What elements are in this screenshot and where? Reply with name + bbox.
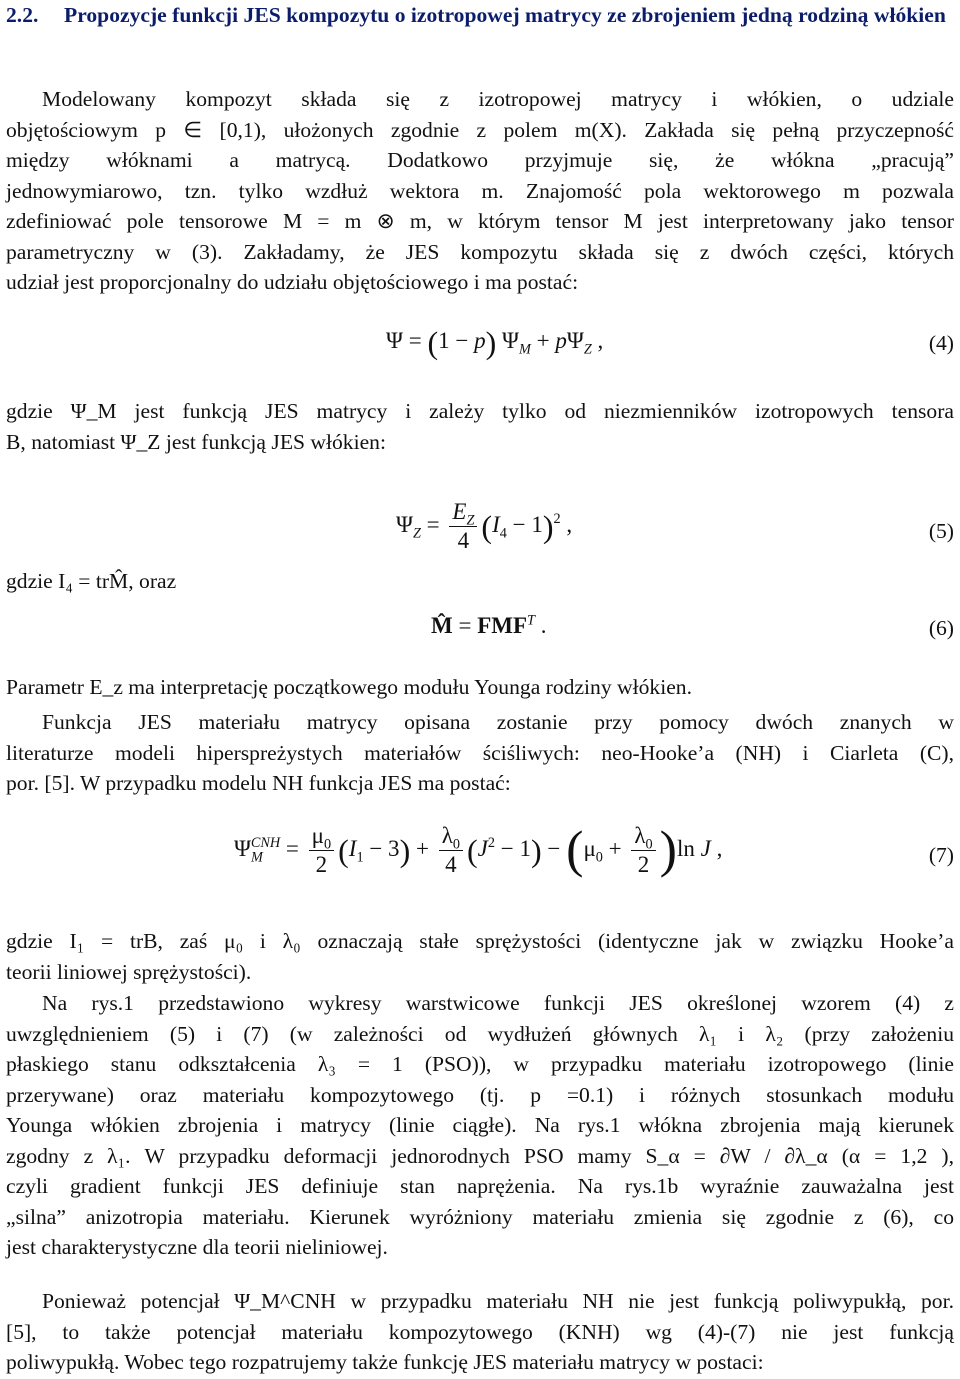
text-line: Na rys.1 przedstawiono wykresy warstwicowe funkcji JES określonej wzorem (4) z (42, 991, 954, 1015)
equation-7-formula: $\Psi_M^{CNH}$ = $\frac{\mu_0}{2}$ $(I_1 - 3)$ + $\frac{\lambda_0}{4}$ $(J^2 - 1) - (\mu_0$ + $\frac{\lambda_0}{2}$ )ln J , (234, 821, 723, 879)
equation-6 (6, 608, 954, 648)
paragraph-definitions (6, 396, 954, 457)
equation-4 (6, 322, 954, 366)
text-line: por. [5]. W przypadku modelu NH funkcja JES ma postać: (6, 771, 511, 795)
paragraph-figure-discussion (6, 988, 954, 1263)
equation-number: (5) (928, 519, 954, 543)
text-line: jednowymiarowo, tzn. tylko wzdłuż wektora m. Znajomość pola wektorowego m pozwala (6, 178, 954, 203)
text-line: czyli gradient funkcji JES definiuje stan naprężenia. Na rys.1b wyraźnie zauważalna jest (6, 1174, 954, 1198)
equation-5-formula: $\Psi_Z$ = $\frac{E_Z}{4}$ $(I_4 - 1)^2$ , (396, 499, 573, 553)
text-line: gdzie I₁ = trB, zaś μ₀ i λ₀ oznaczają stałe sprężystości (identyczne jak w związku Hooke’a (6, 929, 954, 953)
text-line: parametryczny w (3). Zakładamy, że JES kompozytu składa się z dwóch części, których (6, 239, 954, 264)
text-line: udział jest proporcjonalny do udziału objętościowego i ma postać: (6, 270, 579, 294)
equation-number: (7) (928, 843, 954, 867)
text-line: płaskiego stanu odkształcenia λ₃ = 1 (PSO)), w przypadku materiału izotropowego (linie (6, 1052, 954, 1076)
paragraph-matrix-models (6, 707, 954, 799)
text-line: [5], to także potencjał materiału kompozytowego (KNH) wg (4)-(7) nie jest funkcją (6, 1319, 954, 1344)
section-title: Propozycje funkcji JES kompozytu o izotropowej matrycy ze zbrojeniem jedną rodziną włókien (64, 3, 946, 27)
section-number: 2.2. (6, 3, 39, 27)
paragraph-i4-definition (6, 566, 954, 597)
text-line: Younga włókien zbrojenia i matrycy (linie ciągłe). Na rys.1 włókna zbrojenia mają kierunek (6, 1113, 954, 1137)
text-line: poliwypukłą. Wobec tego rozpatrujemy także funkcję JES materiału matrycy w postaci: (6, 1350, 764, 1374)
equation-4-formula: Ψ = (1 − p) $\Psi_M + p\Psi_Z$ , (386, 324, 604, 361)
paragraph-polyconvexity (6, 1286, 954, 1378)
text-line: uwzględnieniem (5) i (7) (w zależności od wydłużeń głównych λ₁ i λ₂ (przy założeniu (6, 1021, 954, 1046)
text-line: teorii liniowej sprężystości). (6, 959, 252, 984)
text-line: Parametr E_z ma interpretację początkowego modułu Younga rodziny włókien. (6, 675, 693, 699)
text-line: zgodny z λ₁. W przypadku deformacji jednorodnych PSO mamy S_α = ∂W / ∂λ_α (α = 1,2 ), (6, 1143, 954, 1168)
text-line: objętościowym p ∈ [0,1), ułożonych zgodnie z polem m(X). Zakłada się pełną przyczepność (6, 117, 954, 142)
equation-number: (6) (928, 616, 954, 640)
equation-7 (6, 818, 954, 898)
paragraph-parameter (6, 672, 954, 703)
text-line: Funkcja JES materiału matrycy opisana zostanie przy pomocy dwóch znanych w (42, 710, 954, 734)
text-line: „silna” anizotropia materiału. Kierunek wyróżniony materiału zmienia się zgodnie z (6), co (6, 1204, 954, 1229)
paragraph-constants (6, 926, 954, 987)
text-line: Modelowany kompozyt składa się z izotropowej matrycy i włókien, o udziale (42, 87, 954, 111)
text-line: literaturze modeli hiperspreżystych materiałów ściśliwych: neo-Hooke’a (NH) i Ciarleta (C), (6, 740, 954, 765)
text-line: jest charakterystyczne dla teorii nieliniowej. (6, 1235, 388, 1259)
text-line: między włóknami a matrycą. Dodatkowo przyjmuje się, że włókna „pracują” (6, 148, 954, 172)
equation-number: (4) (928, 331, 954, 355)
text-line: B, natomiast Ψ_Z jest funkcją JES włókien: (6, 429, 386, 454)
text-line: przerywane) oraz materiału kompozytowego (tj. p =0.1) i różnych stosunkach modułu (6, 1082, 954, 1107)
paragraph-intro (6, 84, 954, 298)
equation-5 (6, 494, 954, 574)
text-line: zdefiniować pole tensorowe M = m ⊗ m, w którym tensor M jest interpretowany jako tensor (6, 209, 954, 233)
text-line: Ponieważ potencjał Ψ_M^CNH w przypadku materiału NH nie jest funkcją poliwypukłą, por. (42, 1289, 954, 1313)
text-line: gdzie I₄ = trM̂, oraz (6, 569, 177, 593)
equation-6-formula: M̂ = $FMF^T$ . (431, 612, 547, 638)
text-line: gdzie Ψ_M jest funkcją JES matrycy i zależy tylko od niezmienników izotropowych tensora (6, 399, 954, 423)
